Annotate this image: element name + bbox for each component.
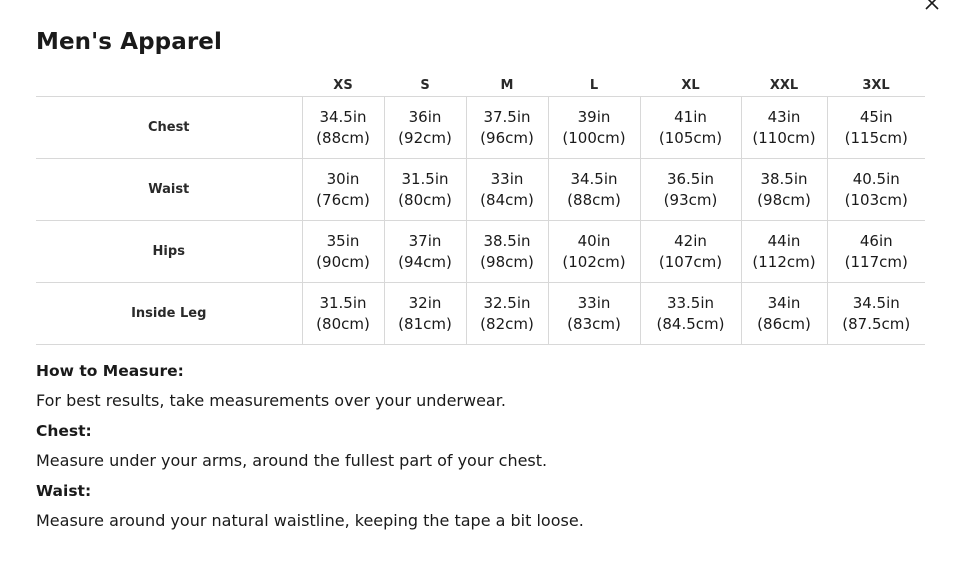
size-header: M: [500, 77, 514, 93]
size-cell: [741, 221, 827, 283]
inch-value: 33in: [577, 293, 611, 312]
cm-value: (112cm): [752, 252, 816, 271]
inch-value: 44in: [767, 231, 801, 250]
cm-value: (105cm): [658, 128, 723, 147]
size-header: XL: [681, 77, 700, 93]
size-cell: [302, 159, 384, 221]
inch-value: 36in: [408, 107, 442, 126]
size-cell: [384, 221, 466, 283]
size-cell: [466, 159, 548, 221]
table-row: [36, 159, 925, 221]
cm-value: (81cm): [398, 314, 452, 333]
cm-value: (100cm): [562, 128, 626, 147]
inch-value: 32in: [408, 293, 442, 312]
cm-value: (87.5cm): [842, 314, 911, 333]
inch-value: 37.5in: [483, 107, 531, 126]
size-header: XXL: [769, 77, 799, 93]
cm-value: (84.5cm): [656, 314, 725, 333]
inch-value: 38.5in: [760, 169, 808, 188]
size-cell: [827, 283, 925, 345]
inch-value: 31.5in: [319, 293, 367, 312]
size-cell: [466, 97, 548, 159]
size-cell: [302, 221, 384, 283]
close-icon: [925, 0, 939, 14]
cm-value: (98cm): [757, 190, 811, 209]
table-row: [36, 283, 925, 345]
inch-value: 33.5in: [666, 293, 715, 312]
measurement-label: Chest: [36, 97, 302, 159]
inch-value: 34.5in: [319, 107, 367, 126]
size-cell: [466, 283, 548, 345]
cm-value: (88cm): [316, 128, 370, 147]
how-to-measure-heading: How to Measure:: [36, 362, 184, 380]
size-cell: [548, 221, 640, 283]
measurement-label: Hips: [36, 221, 302, 283]
size-header: L: [589, 77, 599, 93]
how-to-measure-section: [36, 359, 916, 539]
size-cell: [827, 221, 925, 283]
size-cell: [384, 97, 466, 159]
size-cell: [640, 221, 741, 283]
table-row: [36, 97, 925, 159]
cm-value: (84cm): [480, 190, 534, 209]
header-corner: [36, 74, 302, 97]
cm-value: (83cm): [567, 314, 621, 333]
size-header: XS: [333, 77, 353, 93]
how-to-measure-intro: For best results, take measurements over your underwear.: [36, 391, 506, 410]
size-cell: [548, 283, 640, 345]
size-header: 3XL: [862, 77, 890, 93]
close-button[interactable]: [920, 0, 944, 16]
cm-value: (107cm): [658, 252, 723, 271]
size-header-row: [36, 74, 925, 97]
size-cell: [384, 283, 466, 345]
inch-value: 33in: [490, 169, 524, 188]
inch-value: 46in: [859, 231, 893, 250]
chest-instructions: Measure under your arms, around the fullest part of your chest.: [36, 451, 548, 470]
cm-value: (96cm): [480, 128, 534, 147]
cm-value: (86cm): [757, 314, 811, 333]
size-cell: [384, 159, 466, 221]
cm-value: (88cm): [567, 190, 621, 209]
size-cell: [302, 283, 384, 345]
inch-value: 40in: [577, 231, 611, 250]
inch-value: 42in: [674, 231, 707, 250]
size-cell: [640, 159, 741, 221]
waist-instructions: Measure around your natural waistline, keeping the tape a bit loose.: [36, 511, 584, 530]
inch-value: 40.5in: [852, 169, 900, 188]
cm-value: (110cm): [752, 128, 816, 147]
size-cell: [640, 97, 741, 159]
inch-value: 30in: [326, 169, 360, 188]
inch-value: 45in: [859, 107, 893, 126]
inch-value: 34.5in: [852, 293, 900, 312]
size-cell: [302, 97, 384, 159]
measurement-label: Waist: [36, 159, 302, 221]
chest-heading: Chest:: [36, 422, 92, 440]
size-cell: [548, 97, 640, 159]
inch-value: 37in: [408, 231, 442, 250]
inch-value: 43in: [767, 107, 801, 126]
size-header: S: [420, 77, 430, 93]
inch-value: 39in: [577, 107, 611, 126]
size-cell: [741, 97, 827, 159]
size-cell: [827, 97, 925, 159]
dialog-title: Men's Apparel: [36, 29, 222, 55]
size-cell: [466, 221, 548, 283]
size-cell: [640, 283, 741, 345]
cm-value: (82cm): [480, 314, 534, 333]
cm-value: (80cm): [316, 314, 370, 333]
cm-value: (98cm): [480, 252, 534, 271]
inch-value: 34in: [767, 293, 801, 312]
size-cell: [741, 159, 827, 221]
cm-value: (80cm): [398, 190, 452, 209]
cm-value: (92cm): [398, 128, 452, 147]
cm-value: (93cm): [663, 190, 718, 209]
cm-value: (103cm): [844, 190, 908, 209]
table-row: [36, 221, 925, 283]
inch-value: 34.5in: [570, 169, 618, 188]
size-cell: [548, 159, 640, 221]
inch-value: 32.5in: [483, 293, 531, 312]
cm-value: (117cm): [844, 252, 908, 271]
inch-value: 36.5in: [666, 169, 715, 188]
measurement-label: Inside Leg: [36, 283, 302, 345]
cm-value: (90cm): [316, 252, 370, 271]
cm-value: (102cm): [562, 252, 626, 271]
inch-value: 31.5in: [401, 169, 449, 188]
cm-value: (94cm): [398, 252, 452, 271]
size-chart-table: [36, 74, 925, 345]
cm-value: (76cm): [316, 190, 370, 209]
inch-value: 38.5in: [483, 231, 531, 250]
size-cell: [741, 283, 827, 345]
waist-heading: Waist:: [36, 482, 92, 500]
cm-value: (115cm): [844, 128, 908, 147]
inch-value: 41in: [674, 107, 707, 126]
size-cell: [827, 159, 925, 221]
inch-value: 35in: [326, 231, 360, 250]
